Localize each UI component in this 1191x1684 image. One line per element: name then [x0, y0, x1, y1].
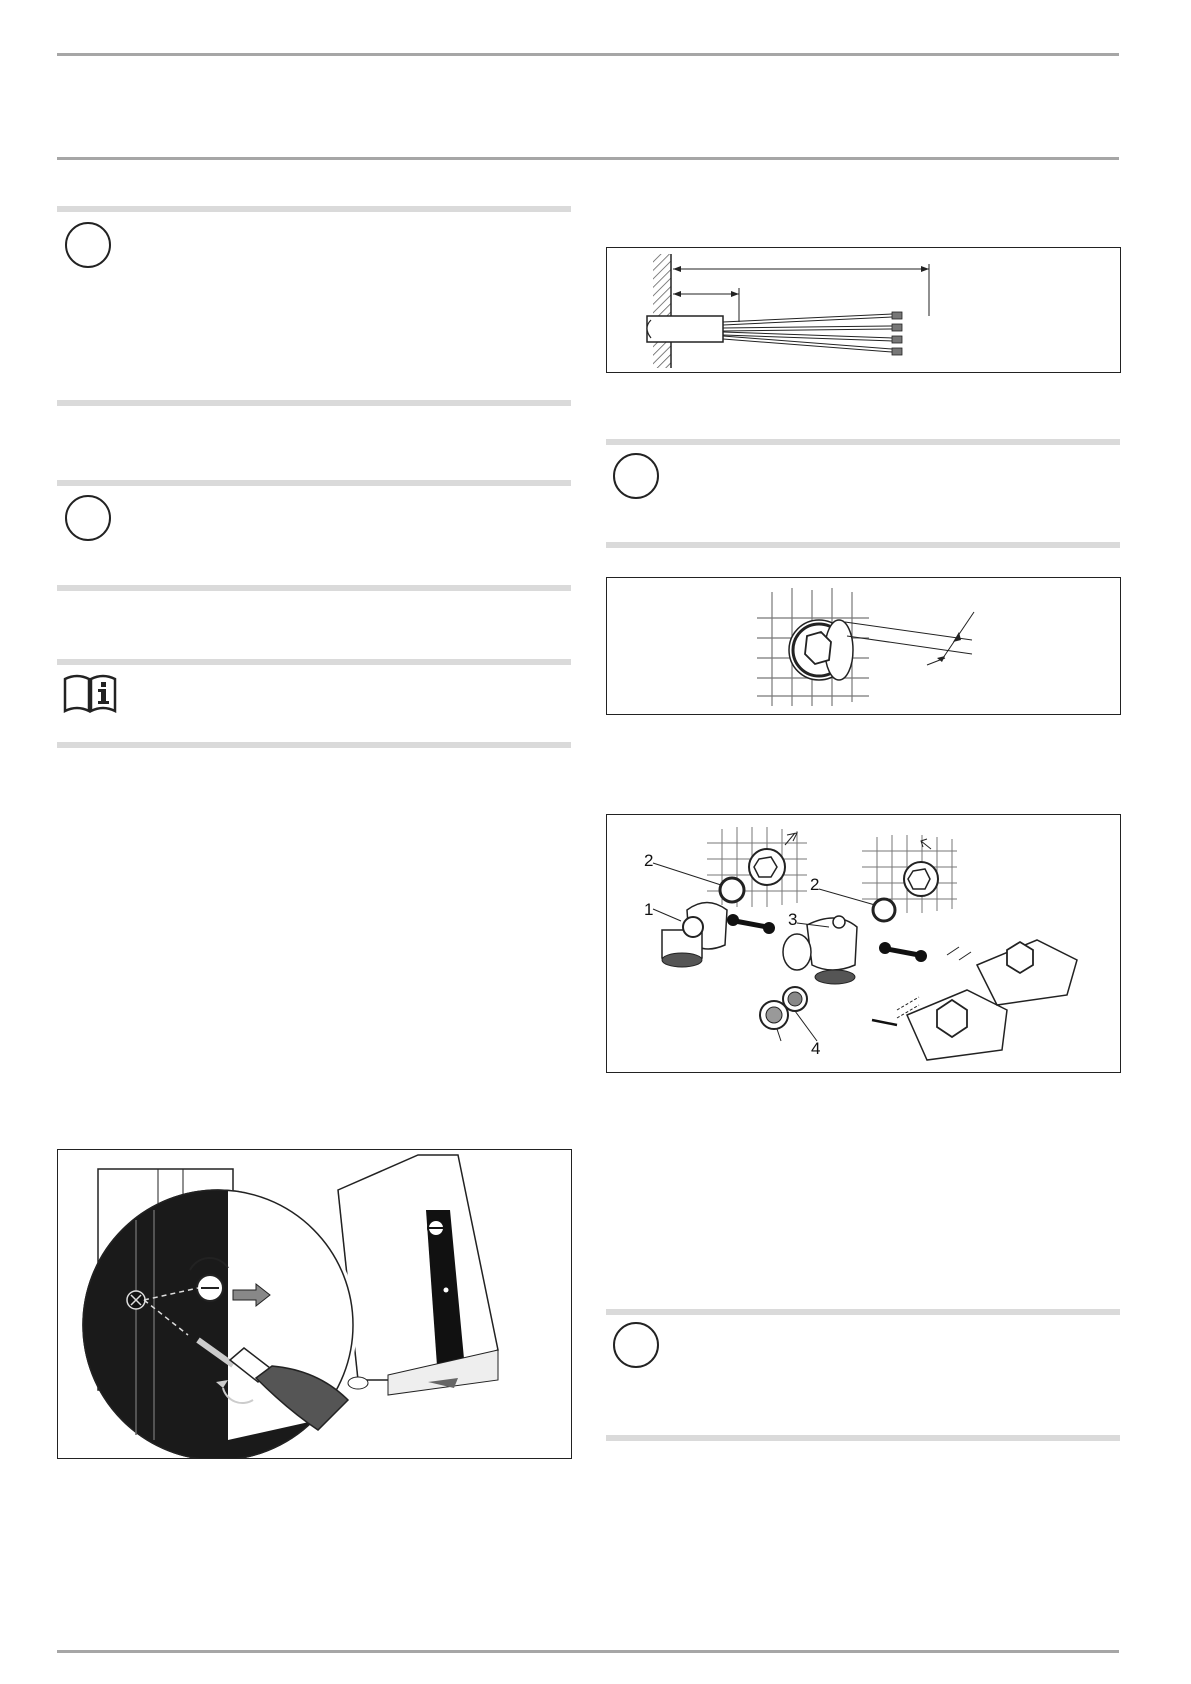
note-bar-top	[606, 1309, 1120, 1315]
info-circle-icon	[613, 453, 659, 499]
knob-removal-illustration	[58, 1150, 571, 1458]
note-bar-top	[606, 439, 1120, 445]
knob-removal-figure	[57, 1149, 572, 1459]
fittings-figure	[606, 814, 1121, 1073]
cable-stripping-figure	[606, 247, 1121, 373]
cable-stripping-illustration	[607, 248, 1120, 372]
callout-label: 2	[644, 851, 654, 870]
callout-label: 4	[811, 1039, 821, 1058]
callout-label: 2	[810, 875, 820, 894]
header-top-rule	[57, 53, 1119, 56]
callout-label: 1	[644, 900, 654, 919]
header-bottom-rule	[57, 157, 1119, 160]
note-bar-bottom	[57, 400, 571, 406]
note-bar-bottom	[57, 585, 571, 591]
info-circle-icon	[65, 222, 111, 268]
thread-check-figure	[606, 577, 1121, 715]
note-bar-bottom	[606, 1435, 1120, 1441]
thread-check-illustration	[607, 578, 1120, 714]
manual-info-icon	[63, 673, 117, 713]
info-circle-icon	[613, 1322, 659, 1368]
note-bar-top	[57, 659, 571, 665]
footer-rule	[57, 1650, 1119, 1653]
fittings-illustration	[607, 815, 1120, 1072]
info-circle-icon	[65, 495, 111, 541]
note-bar-bottom	[606, 542, 1120, 548]
note-bar-top	[57, 480, 571, 486]
callout-label: 3	[788, 910, 798, 929]
note-bar-top	[57, 206, 571, 212]
note-bar-bottom	[57, 742, 571, 748]
